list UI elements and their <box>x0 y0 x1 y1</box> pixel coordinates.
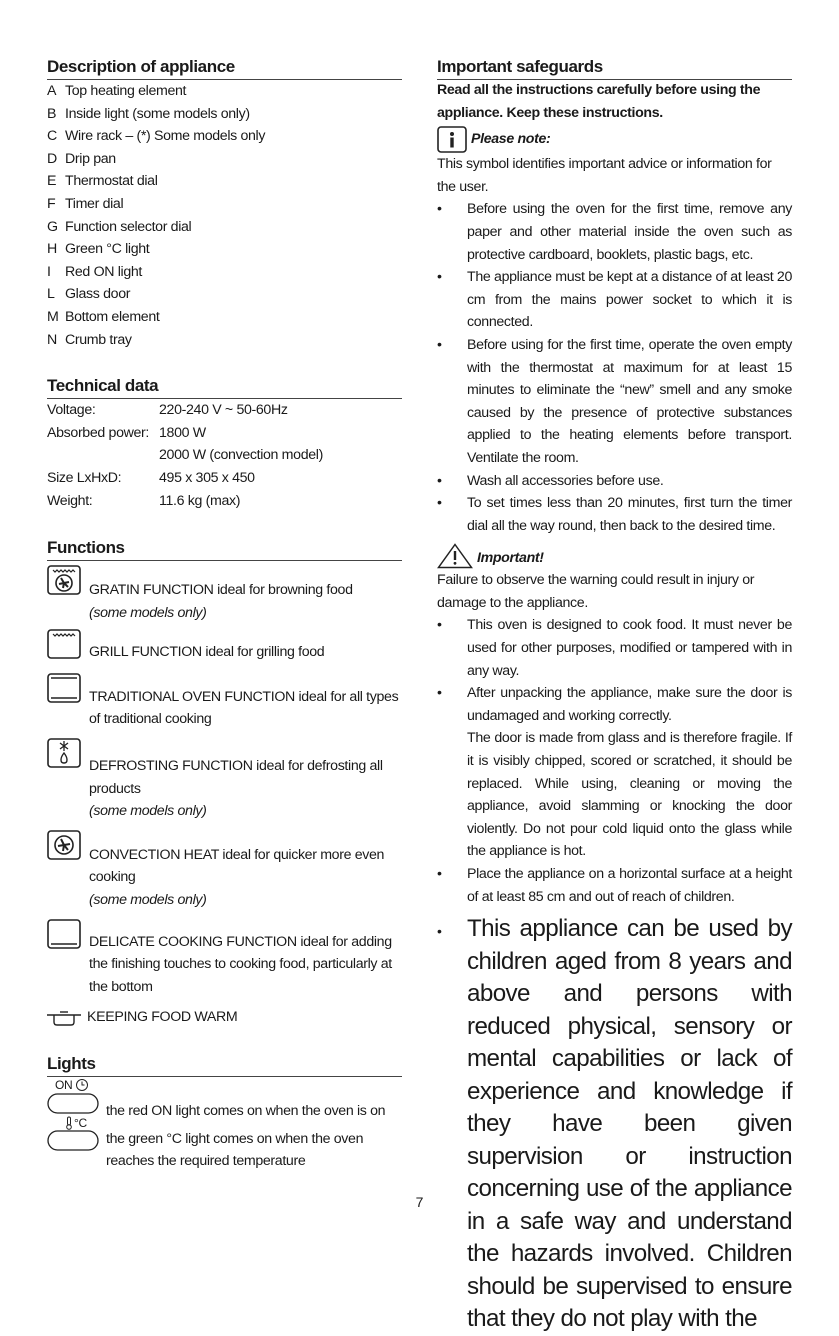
defrost-text: DEFROSTING FUNCTION ideal for defrosting all products <box>89 758 383 797</box>
list-item: • This oven is designed to cook food. It must never be used for other purposes, modified or tampered with in any way. <box>437 614 792 682</box>
description-item: N Crumb tray <box>47 331 132 348</box>
red-light-text: the red ON light comes on when the oven is on <box>106 1103 386 1119</box>
lights-heading: Lights <box>47 1053 402 1077</box>
delicate-text: DELICATE COOKING FUNCTION ideal for adding the finishing touches to cooking food, particularly at the bottom <box>89 933 392 995</box>
description-item: A Top heating element <box>47 83 187 99</box>
size-value: 495 x 305 x 450 <box>159 469 255 486</box>
defrost-note: (some models only) <box>89 803 207 820</box>
defrost-icon <box>47 738 81 768</box>
red-on-light-icon <box>47 1093 99 1115</box>
safeguards-heading: Important safeguards <box>437 56 792 80</box>
clock-icon <box>75 1078 89 1092</box>
grill-text: GRILL FUNCTION ideal for grilling food <box>89 644 325 661</box>
please-note-label: Please note: <box>471 131 551 148</box>
weight-label: Weight: <box>47 492 93 509</box>
list-item: • Place the appliance on a horizontal surface at a height of at least 85 cm and out of reach of children. <box>437 863 792 908</box>
function-convection <box>47 831 402 912</box>
power-value-convection: 2000 W (convection model) <box>159 447 323 464</box>
weight-value: 11.6 kg (max) <box>159 492 241 509</box>
description-item: E Thermostat dial <box>47 173 158 190</box>
door-glass-text: The door is made from glass and is therefore fragile. If it is visibly chipped, scored or scratched, it should be replaced. While using, cleaning or moving the appliance, avoid slamming or knocking the door violently. Do not pour cold liquid onto the glass while the appliance is hot. <box>467 730 792 860</box>
delicate-cooking-icon <box>47 919 81 949</box>
description-item: G Function selector dial <box>47 218 192 235</box>
on-label-row <box>55 1077 402 1093</box>
keep-warm-pot-icon <box>47 1009 81 1027</box>
description-item: F Timer dial <box>47 195 124 212</box>
description-item: B Inside light (some models only) <box>47 105 250 122</box>
description-item: M Bottom element <box>47 308 160 325</box>
technical-table <box>47 399 402 512</box>
description-item: H Green °C light <box>47 241 150 258</box>
convection-fan-icon <box>47 830 81 860</box>
list-item: • Before using for the first time, operate the oven empty with the thermostat at maximum for at least 15 minutes to eliminate the “new” smell and any smoke caused by the presence of protective substances applied to the heating elements before transport. Ventilate the room. <box>437 334 792 470</box>
page-number: 7 <box>415 1194 424 1210</box>
functions-heading: Functions <box>47 537 402 561</box>
function-gratin <box>47 566 402 624</box>
left-column <box>47 56 402 1173</box>
please-note-row <box>437 126 792 153</box>
voltage-label: Voltage: <box>47 402 96 419</box>
description-item: L Glass door <box>47 286 131 303</box>
green-c-light-icon <box>47 1130 99 1152</box>
gratin-text: GRATIN FUNCTION ideal for browning food <box>89 582 353 599</box>
safeguards-bullets-2 <box>437 614 792 908</box>
right-column <box>437 56 792 1336</box>
list-item: • Wash all accessories before use. <box>437 470 792 493</box>
traditional-oven-icon <box>47 673 81 703</box>
thermometer-icon <box>64 1116 74 1130</box>
please-note-text: This symbol identifies important advice or information for the user. <box>437 156 772 195</box>
safeguards-bullets-1 <box>437 198 792 537</box>
grill-icon <box>47 629 81 659</box>
power-label: Absorbed power: <box>47 424 150 441</box>
description-item: I Red ON light <box>47 263 143 280</box>
technical-heading: Technical data <box>47 375 402 399</box>
important-label: Important! <box>477 549 544 566</box>
list-item: • After unpacking the appliance, make sure the door is undamaged and working correctly. The door is made from glass and is therefore fragile. If it is visibly chipped, scored or scratched, it should be replaced. While using, cleaning or moving the appliance, avoid slamming or knocking the door violently. Do not pour cold liquid onto the glass while the appliance is hot. <box>437 682 792 863</box>
warning-triangle-icon <box>437 543 473 569</box>
important-row <box>437 543 792 569</box>
list-item: • Before using the oven for the first time, remove any paper and other material inside the oven such as protective cardboard, booklets, plastic bags, etc. <box>437 198 792 266</box>
size-label: Size LxHxD: <box>47 469 122 486</box>
function-defrost <box>47 739 402 823</box>
description-item: D Drip pan <box>47 150 116 167</box>
power-value: 1800 W <box>159 424 206 441</box>
lights-section <box>47 1077 402 1173</box>
gratin-fan-icon <box>47 565 81 595</box>
green-light-row <box>47 1130 402 1173</box>
convection-note: (some models only) <box>89 892 207 909</box>
description-item: C Wire rack – (*) Some models only <box>47 128 266 145</box>
function-grill <box>47 630 402 664</box>
function-delicate <box>47 920 402 999</box>
celsius-label: °C <box>74 1115 87 1130</box>
list-item: • The appliance must be kept at a distance of at least 20 cm from the mains power socket to which it is connected. <box>437 266 792 334</box>
traditional-text: TRADITIONAL OVEN FUNCTION ideal for all types of traditional cooking <box>89 688 399 728</box>
function-traditional <box>47 674 402 731</box>
gratin-note: (some models only) <box>89 604 207 621</box>
children-warning: • This appliance can be used by children aged from 8 years and above and persons with reduced physical, sensory or mental capabilities or lack of experience and knowledge if they have been given supervision or instruction concerning use of the appliance in a safe way and understand the hazards involved. Children should be supervised to ensure that they do not play with the <box>437 913 792 1336</box>
safeguards-intro: Read all the instructions carefully before using the appliance. Keep these instructions. <box>437 82 761 121</box>
info-icon <box>437 126 467 153</box>
convection-text: CONVECTION HEAT ideal for quicker more even cooking <box>89 846 385 886</box>
list-item: • To set times less than 20 minutes, first turn the timer dial all the way round, then back to the desired time. <box>437 492 792 537</box>
description-heading: Description of appliance <box>47 56 402 80</box>
function-keep-warm <box>47 1006 402 1029</box>
important-text: Failure to observe the warning could result in injury or damage to the appliance. <box>437 572 755 611</box>
description-list <box>47 80 402 351</box>
on-label: ON <box>55 1078 73 1092</box>
green-light-text: the green °C light comes on when the oven reaches the required temperature <box>106 1130 364 1170</box>
keep-warm-text: KEEPING FOOD WARM <box>87 1009 238 1026</box>
voltage-value: 220-240 V ~ 50-60Hz <box>159 402 288 419</box>
